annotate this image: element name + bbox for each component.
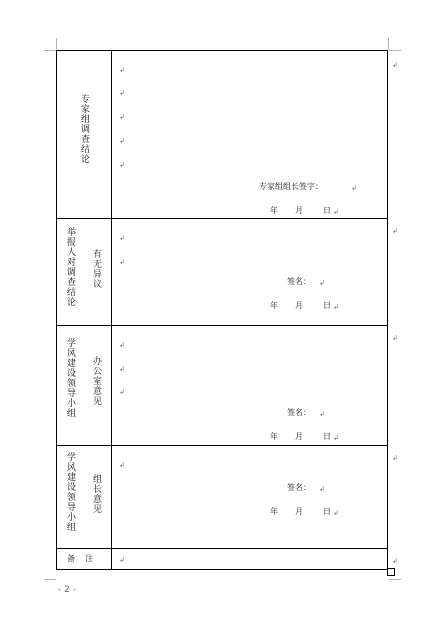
date-month: 月 [295, 206, 303, 215]
row-end-mark: ↲ [392, 454, 398, 462]
label-leading-group: 学风建设领导小组 [65, 452, 75, 532]
label-office-opinion: 办公室意见 [91, 356, 101, 406]
row-end-mark: ↲ [392, 227, 398, 235]
row-end-mark: ↲ [392, 334, 398, 342]
label-cell-office-opinion [57, 326, 112, 445]
paragraph-mark: ↲ [319, 410, 325, 418]
review-form-table [56, 50, 388, 570]
paragraph-mark: ↲ [333, 208, 339, 216]
label-leading-group: 学风建设领导小组 [65, 338, 75, 418]
date-day: 日 [323, 432, 331, 441]
signature-label: 签名： [287, 483, 311, 492]
date-year: 年 [270, 432, 278, 441]
paragraph-mark: ↲ [319, 485, 325, 493]
paragraph-mark: ↲ [119, 137, 125, 145]
date-day: 日 [323, 301, 331, 310]
label-objection-or-not: 有无异议 [91, 249, 101, 289]
table-resize-handle[interactable] [387, 568, 395, 576]
label-cell-leader-opinion [57, 446, 112, 548]
label-cell-expert-conclusion [57, 51, 112, 218]
signature-label: 签名： [287, 277, 311, 286]
paragraph-mark: ↲ [351, 184, 357, 192]
row-end-mark: ↲ [392, 557, 398, 565]
table-row-expert-conclusion [57, 51, 387, 219]
table-row-leader-opinion [57, 446, 387, 549]
crop-mark-bottom-left-h [44, 579, 56, 580]
paragraph-mark: ↲ [119, 66, 125, 74]
paragraph-mark: ↲ [119, 556, 125, 564]
page-number: - 2 - [58, 585, 76, 595]
date-day: 日 [323, 507, 331, 516]
crop-mark-top-left-v [56, 38, 57, 50]
paragraph-mark: ↲ [119, 365, 125, 373]
date-month: 月 [295, 432, 303, 441]
paragraph-mark: ↲ [119, 258, 125, 266]
date-year: 年 [270, 206, 278, 215]
label-remarks: 备 注 [67, 554, 94, 563]
paragraph-mark: ↲ [333, 509, 339, 517]
paragraph-mark: ↲ [333, 303, 339, 311]
date-month: 月 [295, 301, 303, 310]
label-expert-conclusion: 专家组调查结论 [79, 94, 89, 164]
date-year: 年 [270, 301, 278, 310]
date-month: 月 [295, 507, 303, 516]
paragraph-mark: ↲ [119, 341, 125, 349]
row-end-mark: ↲ [392, 61, 398, 69]
crop-mark-bottom-right-h [389, 579, 401, 580]
date-day: 日 [323, 206, 331, 215]
date-year: 年 [270, 507, 278, 516]
table-row-reporter-objection [57, 219, 387, 326]
paragraph-mark: ↲ [119, 461, 125, 469]
label-cell-reporter-objection [57, 219, 112, 325]
crop-mark-top-left-h [44, 50, 56, 51]
paragraph-mark: ↲ [119, 89, 125, 97]
crop-mark-top-right-v [388, 38, 389, 50]
paragraph-mark: ↲ [119, 161, 125, 169]
paragraph-mark: ↲ [119, 113, 125, 121]
table-row-remarks [57, 549, 387, 569]
table-row-office-opinion [57, 326, 387, 446]
paragraph-mark: ↲ [319, 279, 325, 287]
signature-label-expert-leader: 专家组组长签字： [259, 182, 323, 191]
crop-mark-top-right-h [389, 50, 401, 51]
paragraph-mark: ↲ [119, 234, 125, 242]
label-reporter-on-conclusion: 举报人对调查结论 [65, 227, 75, 307]
signature-label: 签名： [287, 408, 311, 417]
paragraph-mark: ↲ [333, 434, 339, 442]
paragraph-mark: ↲ [119, 388, 125, 396]
label-cell-remarks [57, 549, 112, 569]
label-leader-opinion: 组长意见 [91, 474, 101, 514]
